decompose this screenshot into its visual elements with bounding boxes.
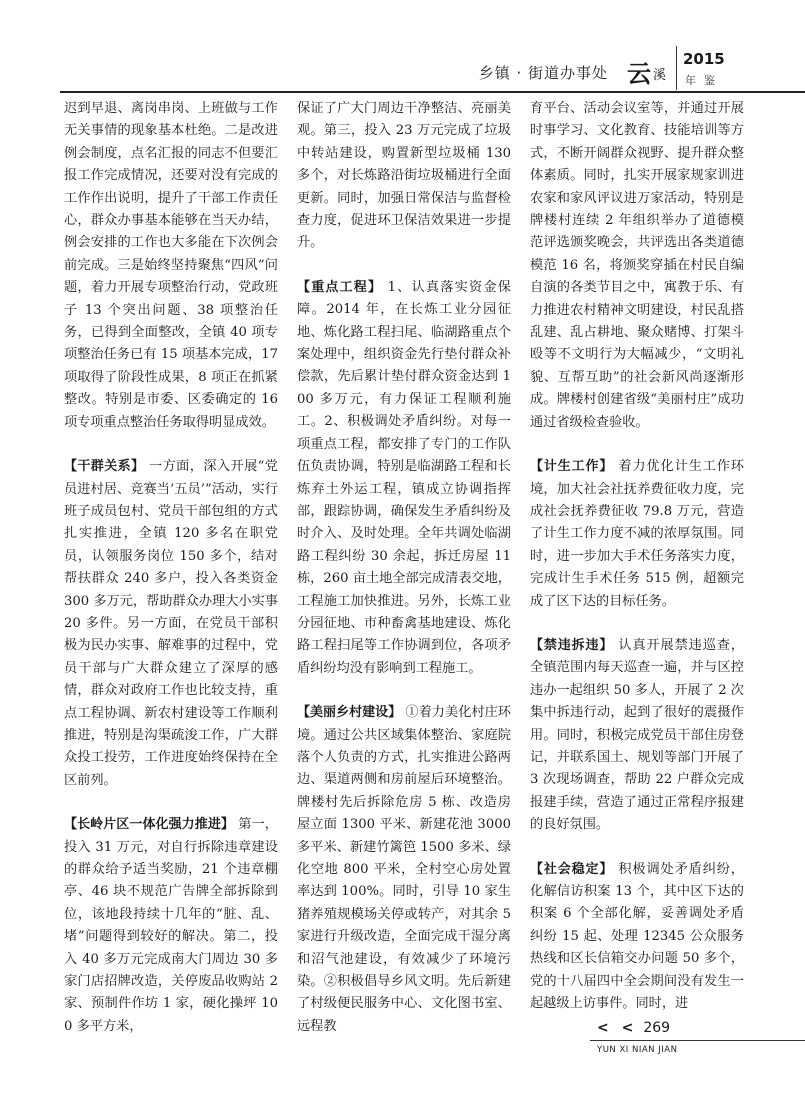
section-heading: 【重点工程】 bbox=[297, 279, 383, 295]
paragraph bbox=[297, 277, 511, 680]
logo-yun: 云 bbox=[627, 59, 651, 88]
paragraph bbox=[530, 859, 744, 1016]
section-heading: 【社会稳定】 bbox=[530, 861, 614, 877]
paragraph bbox=[64, 456, 278, 792]
paragraph bbox=[64, 814, 278, 1038]
text-column-3 bbox=[530, 98, 744, 1015]
text-column-2 bbox=[297, 98, 511, 1038]
section-heading: 【美丽乡村建设】 bbox=[297, 705, 402, 721]
paragraph bbox=[297, 702, 511, 1038]
paragraph bbox=[530, 635, 744, 837]
paragraph-text: ①着力美化村庄环境。通过公共区域集体整治、家庭院落个人负责的方式，扎实推进公路两边、渠道两侧和房前屋后环境整治。牌楼村先后拆除危房 5 栋、改造房屋立面 1300 平米、新建花池 3000 多平米、新建竹篱笆 1500 多米、绿化空地 800 平米，全村空心房处置率达到 100%。同时，引导 10 家生猪养殖规模场关停或转产，对其余 5 家进行升级改造，全面完成干湿分离和沼气池建设，有效减少了环境污染。②积极倡导乡风文明。先后新建了村级便民服务中心、文化图书室、远程教 bbox=[297, 705, 511, 1034]
paragraph: 保证了广大门周边干净整洁、亮丽美观。第三，投入 23 万元完成了垃圾中转站建设，购置新型垃圾桶 130 多个，对长炼路沿街垃圾桶进行全面更新。同时，加强日常保洁与监督检查力度，促进环卫保洁效果进一步提升。 bbox=[297, 101, 511, 251]
paragraph-text: 积极调处矛盾纠纷，化解信访积案 13 个，其中区下达的积案 6 个全部化解，妥善调处矛盾纠纷 15 起、处理 12345 公众服务热线和区长信箱交办问题 50 多个，党的十八届四中全会期间没有发生一起越级上访事件。同时，进 bbox=[530, 861, 744, 1012]
paragraph-text: 着力优化计生工作环境，加大社会社抚养费征收力度，完成社会抚养费征收 79.8 万元，营造了计生工作力度不减的浓厚氛围。同时，进一步加大手术任务落实力度，完成计生手术任务 515 例，超额完成了区下达的目标任务。 bbox=[530, 459, 744, 609]
paragraph: 育平台、活动会议室等，并通过开展时事学习、文化教育、技能培训等方式，不断开阔群众视野、提升群众整体素质。同时，扎实开展家规家训进农家和家风评议进万家活动，特别是牌楼村连续 2 年组织举办了道德模范评选颁奖晚会，共评选出各类道德模范 16 名，将颁奖穿插在村民自编自演的各类节目之中，寓教于乐、有力推进农村精神文明建设，村民乱搭乱建、乱占耕地、聚众赌博、打架斗殴等不文明行为大幅减少，“文明礼貌、互帮互助”的社会新风尚逐渐形成。牌楼村创建省级“美丽村庄”成功通过省级检查验收。 bbox=[530, 101, 744, 430]
page-number-block bbox=[597, 1020, 670, 1036]
section-title: 乡镇 · 街道办事处 bbox=[478, 64, 608, 82]
paragraph-text: 一方面，深入开展“党员进村居、竞赛当‘五员’”活动，实行班子成员包村、党员干部包组的方式扎实推进，全镇 120 多名在职党员，认领服务岗位 150 多个，结对帮扶群众 240 多户，投入各类资金 300 多万元，帮助群众办理大小实事 20 多件。另一方面，在党员干部积极为民办实事、解难事的过程中，党员干部与广大群众建立了深厚的感情，群众对政府工作也比较支持，重点工程协调、新农村建设等工作顺利推进，特别是沟渠疏浚工作，广大群众投工投劳，工作进度始终保持在全区前列。 bbox=[64, 459, 278, 788]
paragraph-text: 1、认真落实资金保障。2014 年，在长炼工业分园征地、炼化路工程扫尾、临湖路重点个案处理中，组织资金先行垫付群众补偿款，先后累计垫付群众资金达到 100 多万元，有力保证工程顺利施工。2、积极调处矛盾纠纷。对每一项重点工程，都安排了专门的工作队伍负责协调，特别是临湖路工程和长炼弃土外运工程，镇成立协调指挥部，跟踪协调，确保发生矛盾纠纷及时介入、及时处理。全年共调处临湖路工程纠纷 30 余起，拆迁房屋 11 栋，260 亩土地全部完成清表交地，工程施工加快推进。另外，长炼工业分园征地、市种畜禽基地建设、炼化路工程扫尾等工作协调到位，各项矛盾纠纷均没有影响到工程施工。 bbox=[297, 279, 511, 676]
paragraph: 迟到早退、离岗串岗、上班做与工作无关事情的现象基本杜绝。二是改进例会制度，点名汇报的同志不但要汇报工作完成情况，还要对没有完成的工作作出说明，提升了干部工作责任心，群众办事基本能够在当天办结，例会安排的工作也大多能在下次例会前完成。三是始终坚持聚焦“四风”问题，着力开展专项整治行动，党政班子 13 个突出问题、38 项整治任务，已得到全面整改，全镇 40 项专项整治任务已有 15 项基本完成，17 项取得了阶段性成果，8 项正在抓紧整改。特别是市委、区委确定的 16 项专项重点整治任务取得明显成效。 bbox=[64, 101, 278, 430]
text-column-1 bbox=[64, 98, 278, 1038]
section-heading: 【计生工作】 bbox=[530, 459, 614, 475]
paragraph-text: 认真开展禁违巡查，全镇范围内每天巡查一遍，并与区控违办一起组织 50 多人，开展了 2 次集中拆违行动，起到了很好的震摄作用。同时，积极完成党员干部住房登记，并联系国土、规划等部门开展了 3 次现场调查，帮助 22 户群众完成报建手续，营造了通过正常程序报建的良好氛围。 bbox=[530, 637, 744, 833]
yearbook-year: 2015 bbox=[683, 50, 725, 68]
page-header bbox=[0, 0, 805, 95]
logo-xi: 溪 bbox=[653, 68, 667, 83]
yearbook-label: 年鉴 bbox=[685, 74, 723, 87]
header-divider bbox=[676, 46, 677, 90]
footer-rule bbox=[590, 1040, 805, 1041]
yearbook-logo bbox=[623, 48, 675, 88]
paragraph bbox=[530, 456, 744, 613]
header-rule bbox=[60, 91, 805, 93]
paragraph-text: 第一，投入 31 万元，对自行拆除违章建设的群众给予适当奖励，21 个违章棚亭、46 块不规范广告牌全部拆除到位，该地段持续十几年的“脏、乱、堵”问题得到较好的解决。第二，投入 40 多万元完成南大门周边 30 多家门店招牌改造，关停废品收购站 2 家、预制件作坊 1 家，硬化操坪 100 多平方米， bbox=[64, 817, 278, 1034]
section-heading: 【禁违拆违】 bbox=[530, 637, 614, 653]
page-number: 269 bbox=[643, 1020, 671, 1036]
section-heading: 【长岭片区一体化强力推进】 bbox=[64, 817, 234, 833]
yearbook-pinyin: YUN XI NIAN JIAN bbox=[597, 1045, 678, 1055]
section-heading: 【干群关系】 bbox=[64, 459, 145, 475]
page-arrows-icon: < < bbox=[597, 1020, 638, 1036]
